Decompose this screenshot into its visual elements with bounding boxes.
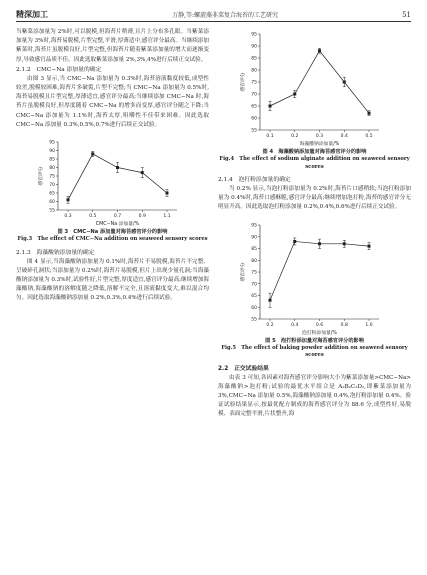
- paragraph: 由图 3 显示,当 CMC−Na 添加量为 0.3%时,海苔溶液黏度较低,成型性较差,脱模较困难,海苔片多破裂,片型不完整;当 CMC−Na 添加量为 0.5%时,海苔易脱模且片型完整,厚薄适宜,感官评分最高;当继续添加 CMC−Na 时,海苔片虽脱模良好,但厚度随着 CMC−Na 的增多而变厚,感官评分随之下降;当 CMC−Na 添加量为 1.1%时,海苔太厚,咀嚼性不佳带来困难。因此选取 CMC−Na 添加量 0.3%,0.5%,0.7%进行后续正交试验。: [16, 75, 209, 128]
- y-tick-label: 55: [251, 317, 257, 323]
- figure-4: [218, 28, 411, 171]
- figure-caption-zh: 图 4 海藻酸钠添加量对海苔感官评分的影响: [262, 149, 367, 155]
- x-axis-label: 海藻酸钠添加量/%: [299, 142, 340, 147]
- figure-5: [218, 219, 411, 360]
- section-heading: 2.1.2 CMC−Na 添加量的确定: [16, 66, 102, 73]
- y-tick-label: 90: [251, 44, 257, 50]
- chart-fig5: [218, 219, 411, 337]
- figure-caption-zh: 图 5 泡打粉添加量对海苔感官评分的影响: [265, 337, 364, 344]
- data-point: [368, 244, 371, 247]
- y-tick-label: 60: [251, 305, 257, 311]
- page-header: [16, 8, 411, 22]
- y-tick-label: 90: [49, 149, 55, 155]
- data-point: [293, 240, 296, 243]
- x-tick-label: 0.3: [315, 134, 324, 139]
- x-tick-label: 0.2: [291, 134, 299, 139]
- x-tick-label: 0.3: [64, 214, 72, 220]
- chart-fig4: [218, 28, 411, 148]
- data-point: [343, 242, 346, 245]
- y-axis-label: 感官评分: [39, 166, 44, 186]
- data-point: [318, 49, 321, 52]
- y-tick-label: 65: [251, 104, 257, 110]
- data-point: [318, 242, 321, 245]
- x-tick-label: 1.0: [365, 322, 373, 328]
- series-line: [270, 241, 369, 300]
- y-tick-label: 55: [251, 128, 257, 134]
- y-tick-label: 95: [251, 223, 257, 229]
- y-tick-label: 85: [251, 246, 257, 252]
- y-tick-label: 65: [49, 191, 55, 197]
- page-number: 51: [402, 10, 411, 19]
- y-tick-label: 95: [251, 32, 257, 38]
- x-tick-label: 0.6: [315, 322, 324, 328]
- y-tick-label: 75: [251, 80, 257, 86]
- y-tick-label: 80: [49, 166, 55, 172]
- paragraph: 当 0.2% 显示,当泡打粉添加量为 0.2%时,海苔片口感稍软;当泡打粉添加量为 0.4%时,海苔口感酥脆,感官评分最高;继续增加泡打粉,海苔的感官评分无明显升高。因此选取泡打粉添加量 0.2%,0.4%,0.6%进行后续正交试验。: [218, 186, 411, 211]
- figure-caption-en: Fig.5 The effect of baking powder addition on seaweed sensory scores: [221, 344, 408, 359]
- data-point: [67, 198, 70, 201]
- right-column: [218, 28, 411, 420]
- section-heading: 2.1.3 海藻酸钠添加量的确定: [16, 249, 95, 256]
- y-tick-label: 70: [251, 92, 257, 98]
- x-tick-label: 0.2: [266, 322, 274, 328]
- data-point: [368, 112, 371, 115]
- x-tick-label: 0.1: [266, 134, 274, 139]
- figure-caption-en: Fig.3 The effect of CMC−Na addition on seaweed sensory scores: [17, 236, 208, 243]
- data-point: [269, 105, 272, 108]
- figure-caption-zh: 图 3 CMC−Na 添加量对海苔感官评分的影响: [57, 229, 168, 236]
- y-tick-label: 60: [49, 200, 55, 206]
- x-tick-label: 0.4: [340, 134, 348, 139]
- paragraph: 由表 3 可知,各因素对海苔感官评分影响大小为紫菜添加量>CMC−Na>海藻酸钠>泡打粉;试验的最优水平组合是 A₂B₂C₃D₂,即紫菜添加量为 3%,CMC−Na 添加量 0.5%,海藻酸钠添加量 0.4%,泡打粉添加量 0.4%。验证试验结果显示,按最优配方制成的海苔感官评分为 88.6 分,成型性好,易脱模、表面完整平滑,片状整齐,海: [218, 374, 411, 418]
- x-tick-label: 0.9: [138, 214, 146, 220]
- paragraph: 图 4 显示,当海藻酸钠添加量为 0.1%时,海苔片不易脱模,海苔片不完整、呈破碎孔洞状;当添加量为 0.2%时,海苔片易脱模,但片上出现少量孔洞;当海藻酸钠添加量为 0.3%时,试验性好,片型完整,厚度适宜,感官评分最高;继续增加海藻酸钠,海藻酸钠的溶解度随之降低,溶解不完全,且溶液黏度变大,难以混合均匀。因此选取海藻酸钠添加量 0.2%,0.3%,0.4%进行后续试验。: [16, 258, 209, 302]
- x-tick-label: 0.8: [340, 322, 348, 328]
- y-tick-label: 70: [49, 183, 55, 189]
- x-tick-label: 1.1: [163, 214, 171, 220]
- left-column: [16, 28, 209, 304]
- x-tick-label: 0.5: [89, 214, 97, 220]
- data-point: [141, 171, 144, 174]
- data-point: [293, 93, 296, 96]
- y-tick-label: 85: [49, 157, 55, 163]
- data-point: [269, 298, 272, 301]
- section-heading: 2.2 正交试验结果: [218, 365, 269, 372]
- y-tick-label: 75: [49, 174, 55, 180]
- data-point: [343, 81, 346, 84]
- x-tick-label: 0.5: [365, 134, 373, 139]
- x-tick-label: 0.7: [113, 214, 122, 220]
- y-tick-label: 70: [251, 281, 257, 287]
- y-axis-label: 感官评分: [241, 262, 246, 282]
- y-tick-label: 80: [251, 258, 257, 264]
- x-axis-label: 泡打粉添加量/%: [302, 330, 337, 336]
- y-tick-label: 60: [251, 116, 257, 122]
- data-point: [166, 192, 169, 195]
- journal-name: 精深加工: [16, 10, 48, 19]
- y-tick-label: 80: [251, 68, 257, 74]
- data-point: [91, 152, 94, 155]
- series-line: [270, 51, 369, 113]
- x-axis-label: CMC−Na 添加量/%: [95, 222, 140, 228]
- series-line: [68, 154, 167, 200]
- y-tick-label: 75: [251, 270, 257, 276]
- y-axis-label: 感官评分: [241, 72, 246, 92]
- data-point: [116, 166, 119, 169]
- x-tick-label: 0.4: [291, 322, 299, 328]
- chart-fig3: [16, 136, 209, 228]
- section-heading: 2.1.4 泡打粉添加量的确定: [218, 177, 291, 183]
- paragraph: 当紫菜添加量为 2%时,可以脱模,但海苔片稍薄,且片上分布多孔眼。当紫菜添加量为 3%时,海苔易脱模,片型完整,平滑,厚薄适中,感官评分最高。当继续添加紫菜时,海苔片虽脱模良好,片型完整,但海苔片随着紫菜添加量的增大而逐渐变厚,导致感官品质不佳。因此选取紫菜添加量 2%,3%,4%进行后续正交试验。: [16, 29, 209, 63]
- y-tick-label: 95: [49, 140, 55, 146]
- figure-3: [16, 136, 209, 244]
- y-tick-label: 55: [49, 208, 55, 214]
- y-tick-label: 65: [251, 293, 257, 299]
- y-tick-label: 90: [251, 234, 257, 240]
- figure-caption-en: Fig.4 The effect of sodium alginate addition on seaweed sensory scores: [219, 156, 410, 170]
- running-head: 万静,等:螺旋藻韭菜复合海苔的工艺研究: [172, 12, 278, 19]
- y-tick-label: 85: [251, 56, 257, 62]
